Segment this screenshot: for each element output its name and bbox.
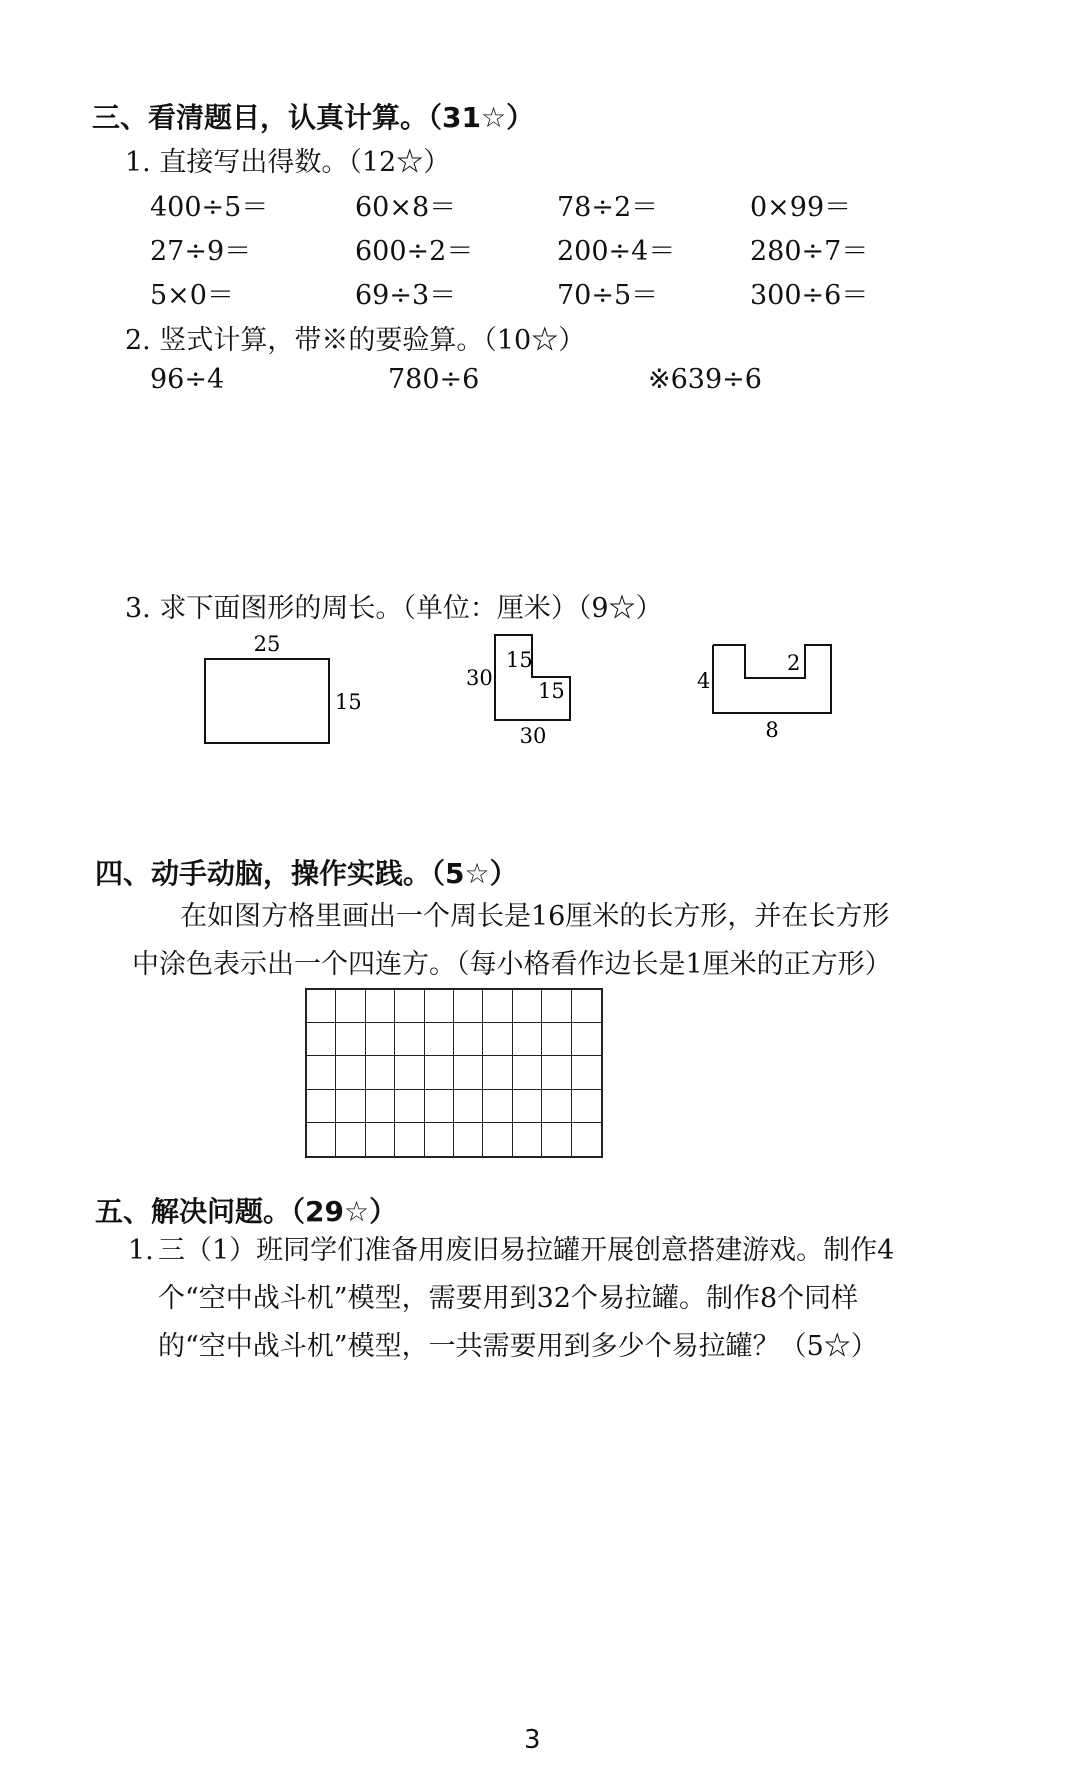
section5-title: 五、解决问题。（29☆） [95, 1195, 398, 1228]
l-inner-top-label: 15 [506, 648, 533, 672]
grid-cell[interactable] [513, 1056, 542, 1089]
calc-item: 27÷9＝ [150, 236, 252, 267]
grid-cell[interactable] [425, 1090, 454, 1123]
grid-cell[interactable] [483, 1023, 512, 1056]
grid-cell[interactable] [572, 1090, 601, 1123]
grid-cell[interactable] [395, 990, 424, 1023]
rectangle-shape [205, 659, 329, 743]
calc-item: 400÷5＝ [150, 192, 269, 223]
l-inner-right-label: 15 [538, 679, 565, 703]
grid-cell[interactable] [572, 1123, 601, 1156]
grid-cell[interactable] [395, 1056, 424, 1089]
page-number: 3 [524, 1725, 541, 1755]
l-shape-figure [460, 625, 600, 755]
q1-title: 1. 直接写出得数。（12☆） [125, 147, 451, 178]
calc-item: 200÷4＝ [557, 236, 676, 267]
grid-cell[interactable] [483, 1056, 512, 1089]
calc-item: 5×0＝ [150, 280, 234, 311]
calc-item: 69÷3＝ [355, 280, 457, 311]
grid-cell[interactable] [454, 1023, 483, 1056]
calc-item: 78÷2＝ [557, 192, 659, 223]
grid-cell[interactable] [425, 1123, 454, 1156]
rect-right-label: 15 [335, 690, 362, 714]
calc-item: 60×8＝ [355, 192, 457, 223]
q2-title: 2. 竖式计算，带※的要验算。（10☆） [125, 325, 586, 356]
rectangle-figure [190, 625, 370, 755]
grid-cell[interactable] [483, 990, 512, 1023]
grid-cell[interactable] [336, 1023, 365, 1056]
section4-paragraph: 在如图方格里画出一个周长是16厘米的长方形，并在长方形中涂色表示出一个四连方。（每小格看作边长是1厘米的正方形） [132, 901, 892, 980]
grid-cell[interactable] [395, 1023, 424, 1056]
q3-title: 3. 求下面图形的周长。（单位：厘米）（9☆） [125, 593, 663, 624]
problem-text: 三（1）班同学们准备用废旧易拉罐开展创意搭建游戏。制作4个“空中战斗机”模型，需要用到32个易拉罐。制作8个同样的“空中战斗机”模型，一共需要用到多少个易拉罐？（5☆） [158, 1235, 895, 1362]
grid-cell[interactable] [366, 1056, 395, 1089]
grid-cell[interactable] [336, 1123, 365, 1156]
grid-cell[interactable] [307, 1023, 336, 1056]
grid-cell[interactable] [366, 1123, 395, 1156]
l-left-label: 30 [466, 666, 493, 690]
grid-cell[interactable] [483, 1123, 512, 1156]
calc-item: 300÷6＝ [750, 280, 869, 311]
grid-cell[interactable] [307, 1090, 336, 1123]
vertical-calc-item: ※639÷6 [648, 364, 762, 395]
grid-cell[interactable] [542, 1056, 571, 1089]
grid-cell[interactable] [454, 1090, 483, 1123]
grid-cell[interactable] [307, 1123, 336, 1156]
vertical-calc-item: 780÷6 [388, 364, 480, 395]
u-left-label: 4 [697, 669, 711, 693]
section3-title: 三、看清题目，认真计算。（31☆） [92, 101, 535, 134]
grid-cell[interactable] [395, 1123, 424, 1156]
grid-cell[interactable] [572, 1056, 601, 1089]
grid-cell[interactable] [513, 1123, 542, 1156]
grid-cell[interactable] [542, 1090, 571, 1123]
grid-cell[interactable] [425, 1056, 454, 1089]
calc-item: 70÷5＝ [557, 280, 659, 311]
grid-cell[interactable] [307, 990, 336, 1023]
grid-cell[interactable] [425, 1023, 454, 1056]
l-bottom-label: 30 [519, 724, 547, 748]
grid-cell[interactable] [454, 1123, 483, 1156]
grid-cell[interactable] [572, 1023, 601, 1056]
calc-item: 280÷7＝ [750, 236, 869, 267]
calc-item: 600÷2＝ [355, 236, 474, 267]
vertical-calc-item: 96÷4 [150, 364, 225, 395]
grid-cell[interactable] [483, 1090, 512, 1123]
grid-cell[interactable] [336, 1056, 365, 1089]
grid-cell[interactable] [366, 1023, 395, 1056]
grid-cell[interactable] [425, 990, 454, 1023]
grid-cell[interactable] [395, 1090, 424, 1123]
grid-cell[interactable] [542, 990, 571, 1023]
u-bottom-label: 8 [765, 718, 779, 742]
grid-cell[interactable] [366, 990, 395, 1023]
u-inner-label: 2 [787, 651, 801, 675]
grid-cell[interactable] [572, 990, 601, 1023]
grid-cell[interactable] [454, 990, 483, 1023]
u-shape [713, 645, 831, 713]
grid-cell[interactable] [542, 1023, 571, 1056]
grid-cell[interactable] [513, 1090, 542, 1123]
u-shape-figure [690, 630, 850, 750]
square-grid[interactable] [305, 988, 603, 1158]
section4-title: 四、动手动脑，操作实践。（5☆） [95, 857, 518, 890]
grid-cell[interactable] [454, 1056, 483, 1089]
grid-cell[interactable] [513, 1023, 542, 1056]
grid-cell[interactable] [336, 990, 365, 1023]
grid-cell[interactable] [366, 1090, 395, 1123]
grid-cell[interactable] [307, 1056, 336, 1089]
calc-item: 0×99＝ [750, 192, 852, 223]
grid-cell[interactable] [542, 1123, 571, 1156]
grid-cell[interactable] [513, 990, 542, 1023]
grid-cell[interactable] [336, 1090, 365, 1123]
problem-number: 1. [128, 1235, 154, 1266]
rect-top-label: 25 [253, 632, 281, 656]
